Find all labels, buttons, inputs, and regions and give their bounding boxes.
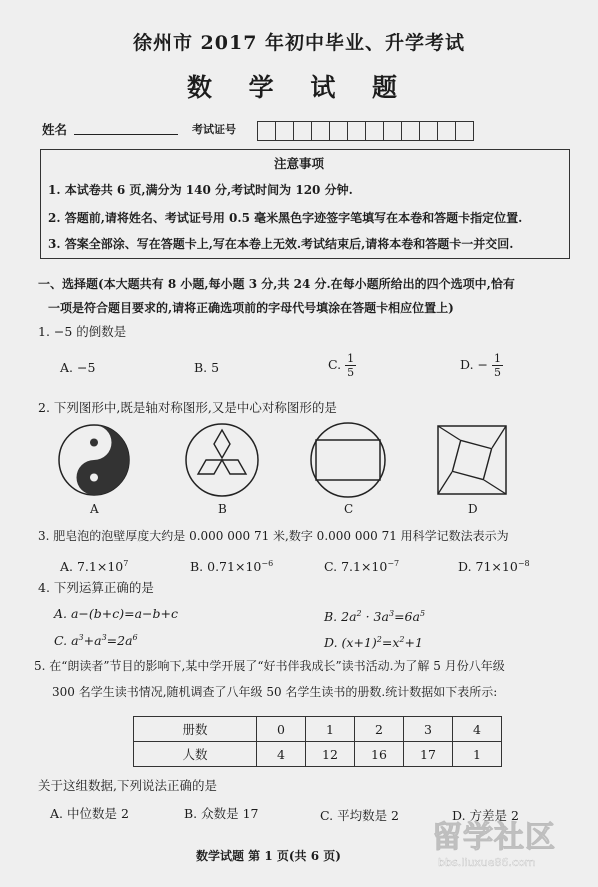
notice-item: 1. 本试卷共 6 页,满分为 140 分,考试时间为 120 分钟. xyxy=(48,183,353,197)
rectangle-in-circle-figure xyxy=(306,420,390,500)
q4-option-d xyxy=(324,632,423,651)
q3-option-a xyxy=(60,556,128,575)
exponent: 6 xyxy=(132,633,138,642)
data-table xyxy=(133,716,502,767)
base: D. 71×10 xyxy=(458,559,518,575)
id-box[interactable] xyxy=(383,121,402,141)
table-cell: 1 xyxy=(453,742,502,767)
watermark-logo xyxy=(432,812,592,874)
id-box[interactable] xyxy=(257,121,276,141)
q5-option-d: D. 方差是 2 xyxy=(452,808,519,823)
yin-yang-figure xyxy=(56,420,132,500)
exponent: 3 xyxy=(78,633,84,642)
table-cell: 4 xyxy=(453,717,502,742)
term: +a xyxy=(83,633,102,649)
pinwheel-square-figure xyxy=(432,420,512,500)
id-box[interactable] xyxy=(455,121,474,141)
table-row xyxy=(134,742,502,767)
id-box[interactable] xyxy=(275,121,294,141)
q1-option-b: B. 5 xyxy=(194,360,220,375)
base: B. 0.71×10 xyxy=(190,559,262,575)
exponent: −6 xyxy=(261,559,274,568)
id-box[interactable] xyxy=(329,121,348,141)
term: D. (x+1) xyxy=(324,635,377,651)
id-number-boxes[interactable] xyxy=(257,121,473,141)
table-cell: 2 xyxy=(355,717,404,742)
q1-option-c xyxy=(328,352,356,379)
watermark-url: bbs.liuxue86.com xyxy=(438,856,536,869)
exponent: 3 xyxy=(101,633,107,642)
q5-option-b: B. 众数是 17 xyxy=(184,806,259,821)
table-cell: 16 xyxy=(355,742,404,767)
exponent: 2 xyxy=(399,635,405,644)
q5-stem: 300 名学生读书情况,随机调查了八年级 50 名学生读书的册数.统计数据如下表所示: xyxy=(52,685,498,699)
q5-question: 关于这组数据,下列说法正确的是 xyxy=(38,778,217,793)
fraction xyxy=(345,352,356,379)
term: B. 2a xyxy=(324,609,357,625)
q1-option-d xyxy=(460,352,503,379)
mitsubishi-figure xyxy=(182,420,262,500)
watermark-text: 留学社区 xyxy=(432,820,556,855)
exponent: 2 xyxy=(356,609,362,618)
q2-label-d: D xyxy=(468,502,478,516)
term: =6a xyxy=(394,609,420,625)
q3-stem: 3. 肥皂泡的泡壁厚度大约是 0.000 000 71 米,数字 0.000 000 71 用科学记数法表示为 xyxy=(38,529,509,543)
q2-stem: 2. 下列图形中,既是轴对称图形,又是中心对称图形的是 xyxy=(38,400,337,415)
q4-option-b xyxy=(324,606,425,625)
base: A. 7.1×10 xyxy=(60,559,124,575)
table-row-header: 人数 xyxy=(134,742,257,767)
table-cell: 1 xyxy=(306,717,355,742)
notice-heading: 注意事项 xyxy=(273,156,324,171)
exponent: 5 xyxy=(419,609,426,618)
q4-stem: 4. 下列运算正确的是 xyxy=(38,580,154,595)
numerator: 1 xyxy=(347,352,355,365)
id-box[interactable] xyxy=(401,121,420,141)
notice-item: 3. 答案全部涂、写在答题卡上,写在本卷上无效.考试结束后,请将本卷和答题卡一并交回. xyxy=(48,237,514,251)
table-cell: 4 xyxy=(257,742,306,767)
q3-option-c xyxy=(324,556,399,575)
q1-stem: 1. −5 的倒数是 xyxy=(38,324,127,339)
term: =2a xyxy=(106,633,133,649)
exam-title: 徐州市 2017 年初中毕业、升学考试 xyxy=(132,32,466,54)
q5-option-a: A. 中位数是 2 xyxy=(50,806,129,821)
section-intro: 一、选择题(本大题共有 8 小题,每小题 3 分,共 24 分.在每小题所给出的四个选项中,恰有 xyxy=(38,277,515,291)
exponent: −7 xyxy=(387,559,400,568)
subject-title: 数 学 试 题 xyxy=(186,73,412,102)
fraction xyxy=(492,352,503,379)
name-label: 姓名 xyxy=(42,122,68,137)
exponent: 3 xyxy=(388,609,395,618)
table-cell: 3 xyxy=(404,717,453,742)
table-row-header: 册数 xyxy=(134,717,257,742)
term: +1 xyxy=(404,635,423,651)
q1-option-c-prefix: C. xyxy=(328,357,342,372)
id-label: 考试证号 xyxy=(192,123,236,136)
q5-stem: 5. 在“朗读者”节目的影响下,某中学开展了“好书伴我成长”读书活动.为了解 5 月份八年级 xyxy=(34,659,505,673)
section-intro: 一项是符合题目要求的,请将正确选项前的字母代号填涂在答题卡相应位置上) xyxy=(48,301,454,315)
table-cell: 17 xyxy=(404,742,453,767)
numerator: 1 xyxy=(493,352,501,365)
page-footer: 数学试题 第 1 页(共 6 页) xyxy=(196,849,341,863)
id-box[interactable] xyxy=(365,121,384,141)
q5-option-c: C. 平均数是 2 xyxy=(320,808,399,823)
exponent: −8 xyxy=(517,559,530,568)
table-cell: 12 xyxy=(306,742,355,767)
term: · 3a xyxy=(361,609,389,625)
exponent: 7 xyxy=(123,559,129,568)
name-field[interactable] xyxy=(74,134,178,135)
id-box[interactable] xyxy=(437,121,456,141)
exponent: 2 xyxy=(376,635,382,644)
q2-label-a: A xyxy=(90,502,99,516)
base: C. 7.1×10 xyxy=(324,559,388,575)
q2-label-b: B xyxy=(218,502,227,516)
q2-label-c: C xyxy=(344,502,354,516)
denominator: 5 xyxy=(347,366,355,379)
table-cell: 0 xyxy=(257,717,306,742)
table-row xyxy=(134,717,502,742)
denominator: 5 xyxy=(493,366,501,379)
id-box[interactable] xyxy=(419,121,438,141)
q4-option-a: A. a−(b+c)=a−b+c xyxy=(54,606,179,621)
notice-item: 2. 答题前,请将姓名、考试证号用 0.5 毫米黑色字迹签字笔填写在本卷和答题卡指定位置. xyxy=(48,211,523,225)
q3-option-d xyxy=(458,556,530,575)
q1-option-a: A. −5 xyxy=(60,360,96,375)
q1-option-d-prefix: D. − xyxy=(460,357,488,372)
term: =x xyxy=(381,635,400,651)
q4-option-c xyxy=(54,630,138,649)
q3-option-b xyxy=(190,556,273,575)
id-box[interactable] xyxy=(347,121,366,141)
id-box[interactable] xyxy=(311,121,330,141)
id-box[interactable] xyxy=(293,121,312,141)
term: C. a xyxy=(54,633,79,649)
